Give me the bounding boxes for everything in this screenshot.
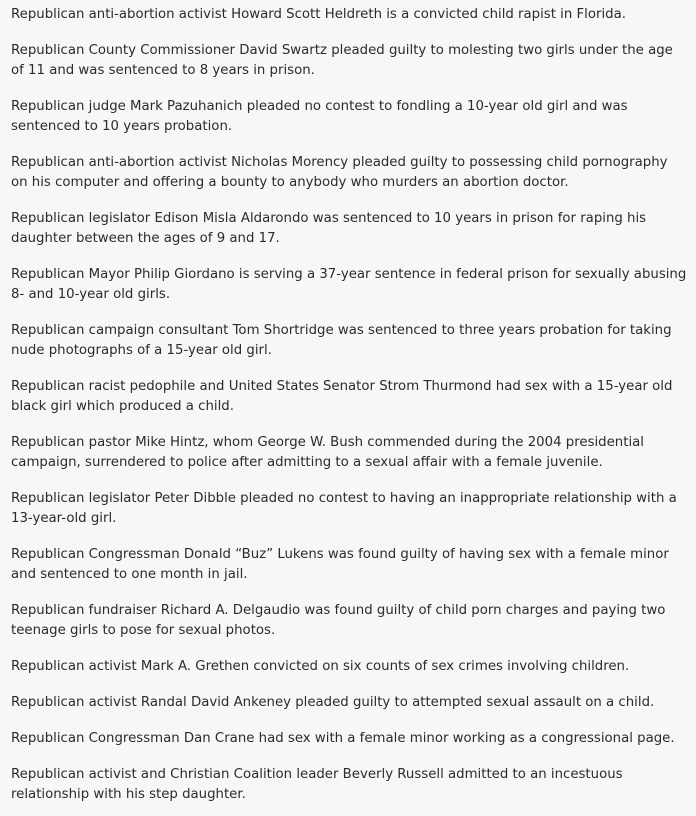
paragraph: Republican activist Randal David Ankeney pleaded guilty to attempted sexual assault on a child.	[11, 695, 655, 710]
paragraph: Republican legislator Peter Dibble pleaded no contest to having an inappropriate relationship with a 13-year-old girl.	[11, 491, 677, 526]
paragraph: Republican activist Mark A. Grethen convicted on six counts of sex crimes involving children.	[11, 659, 630, 674]
paragraph: Republican County Commissioner David Swartz pleaded guilty to molesting two girls under the age of 11 and was sentenced to 8 years in prison.	[11, 43, 673, 78]
paragraph: Republican anti-abortion activist Nicholas Morency pleaded guilty to possessing child pornography on his computer and offering a bounty to anybody who murders an abortion doctor.	[11, 155, 668, 190]
paragraph: Republican pastor Mike Hintz, whom George W. Bush commended during the 2004 presidential campaign, surrendered to police after admitting to a sexual affair with a female juvenile.	[11, 435, 644, 470]
paragraph: Republican campaign consultant Tom Shortridge was sentenced to three years probation for taking nude photographs of a 15-year old girl.	[11, 323, 672, 358]
paragraph: Republican judge Mark Pazuhanich pleaded no contest to fondling a 10-year old girl and was sentenced to 10 years probation.	[11, 99, 628, 134]
paragraph: Republican activist and Christian Coalition leader Beverly Russell admitted to an incestuous relationship with his step daughter.	[11, 767, 623, 802]
paragraph: Republican racist pedophile and United States Senator Strom Thurmond had sex with a 15-year old black girl which produced a child.	[11, 379, 673, 414]
paragraph: Republican anti-abortion activist Howard Scott Heldreth is a convicted child rapist in Florida.	[11, 7, 626, 22]
paragraph: Republican legislator Edison Misla Aldarondo was sentenced to 10 years in prison for raping his daughter between the ages of 9 and 17.	[11, 211, 647, 246]
paragraph: Republican fundraiser Richard A. Delgaudio was found guilty of child porn charges and paying two teenage girls to pose for sexual photos.	[11, 603, 666, 638]
paragraph: Republican Congressman Dan Crane had sex with a female minor working as a congressional page.	[11, 731, 675, 746]
paragraph: Republican Congressman Donald “Buz” Lukens was found guilty of having sex with a female minor and sentenced to one month in jail.	[11, 547, 669, 582]
paragraph: Republican Mayor Philip Giordano is serving a 37-year sentence in federal prison for sexually abusing 8- and 10-year old girls.	[11, 267, 687, 302]
